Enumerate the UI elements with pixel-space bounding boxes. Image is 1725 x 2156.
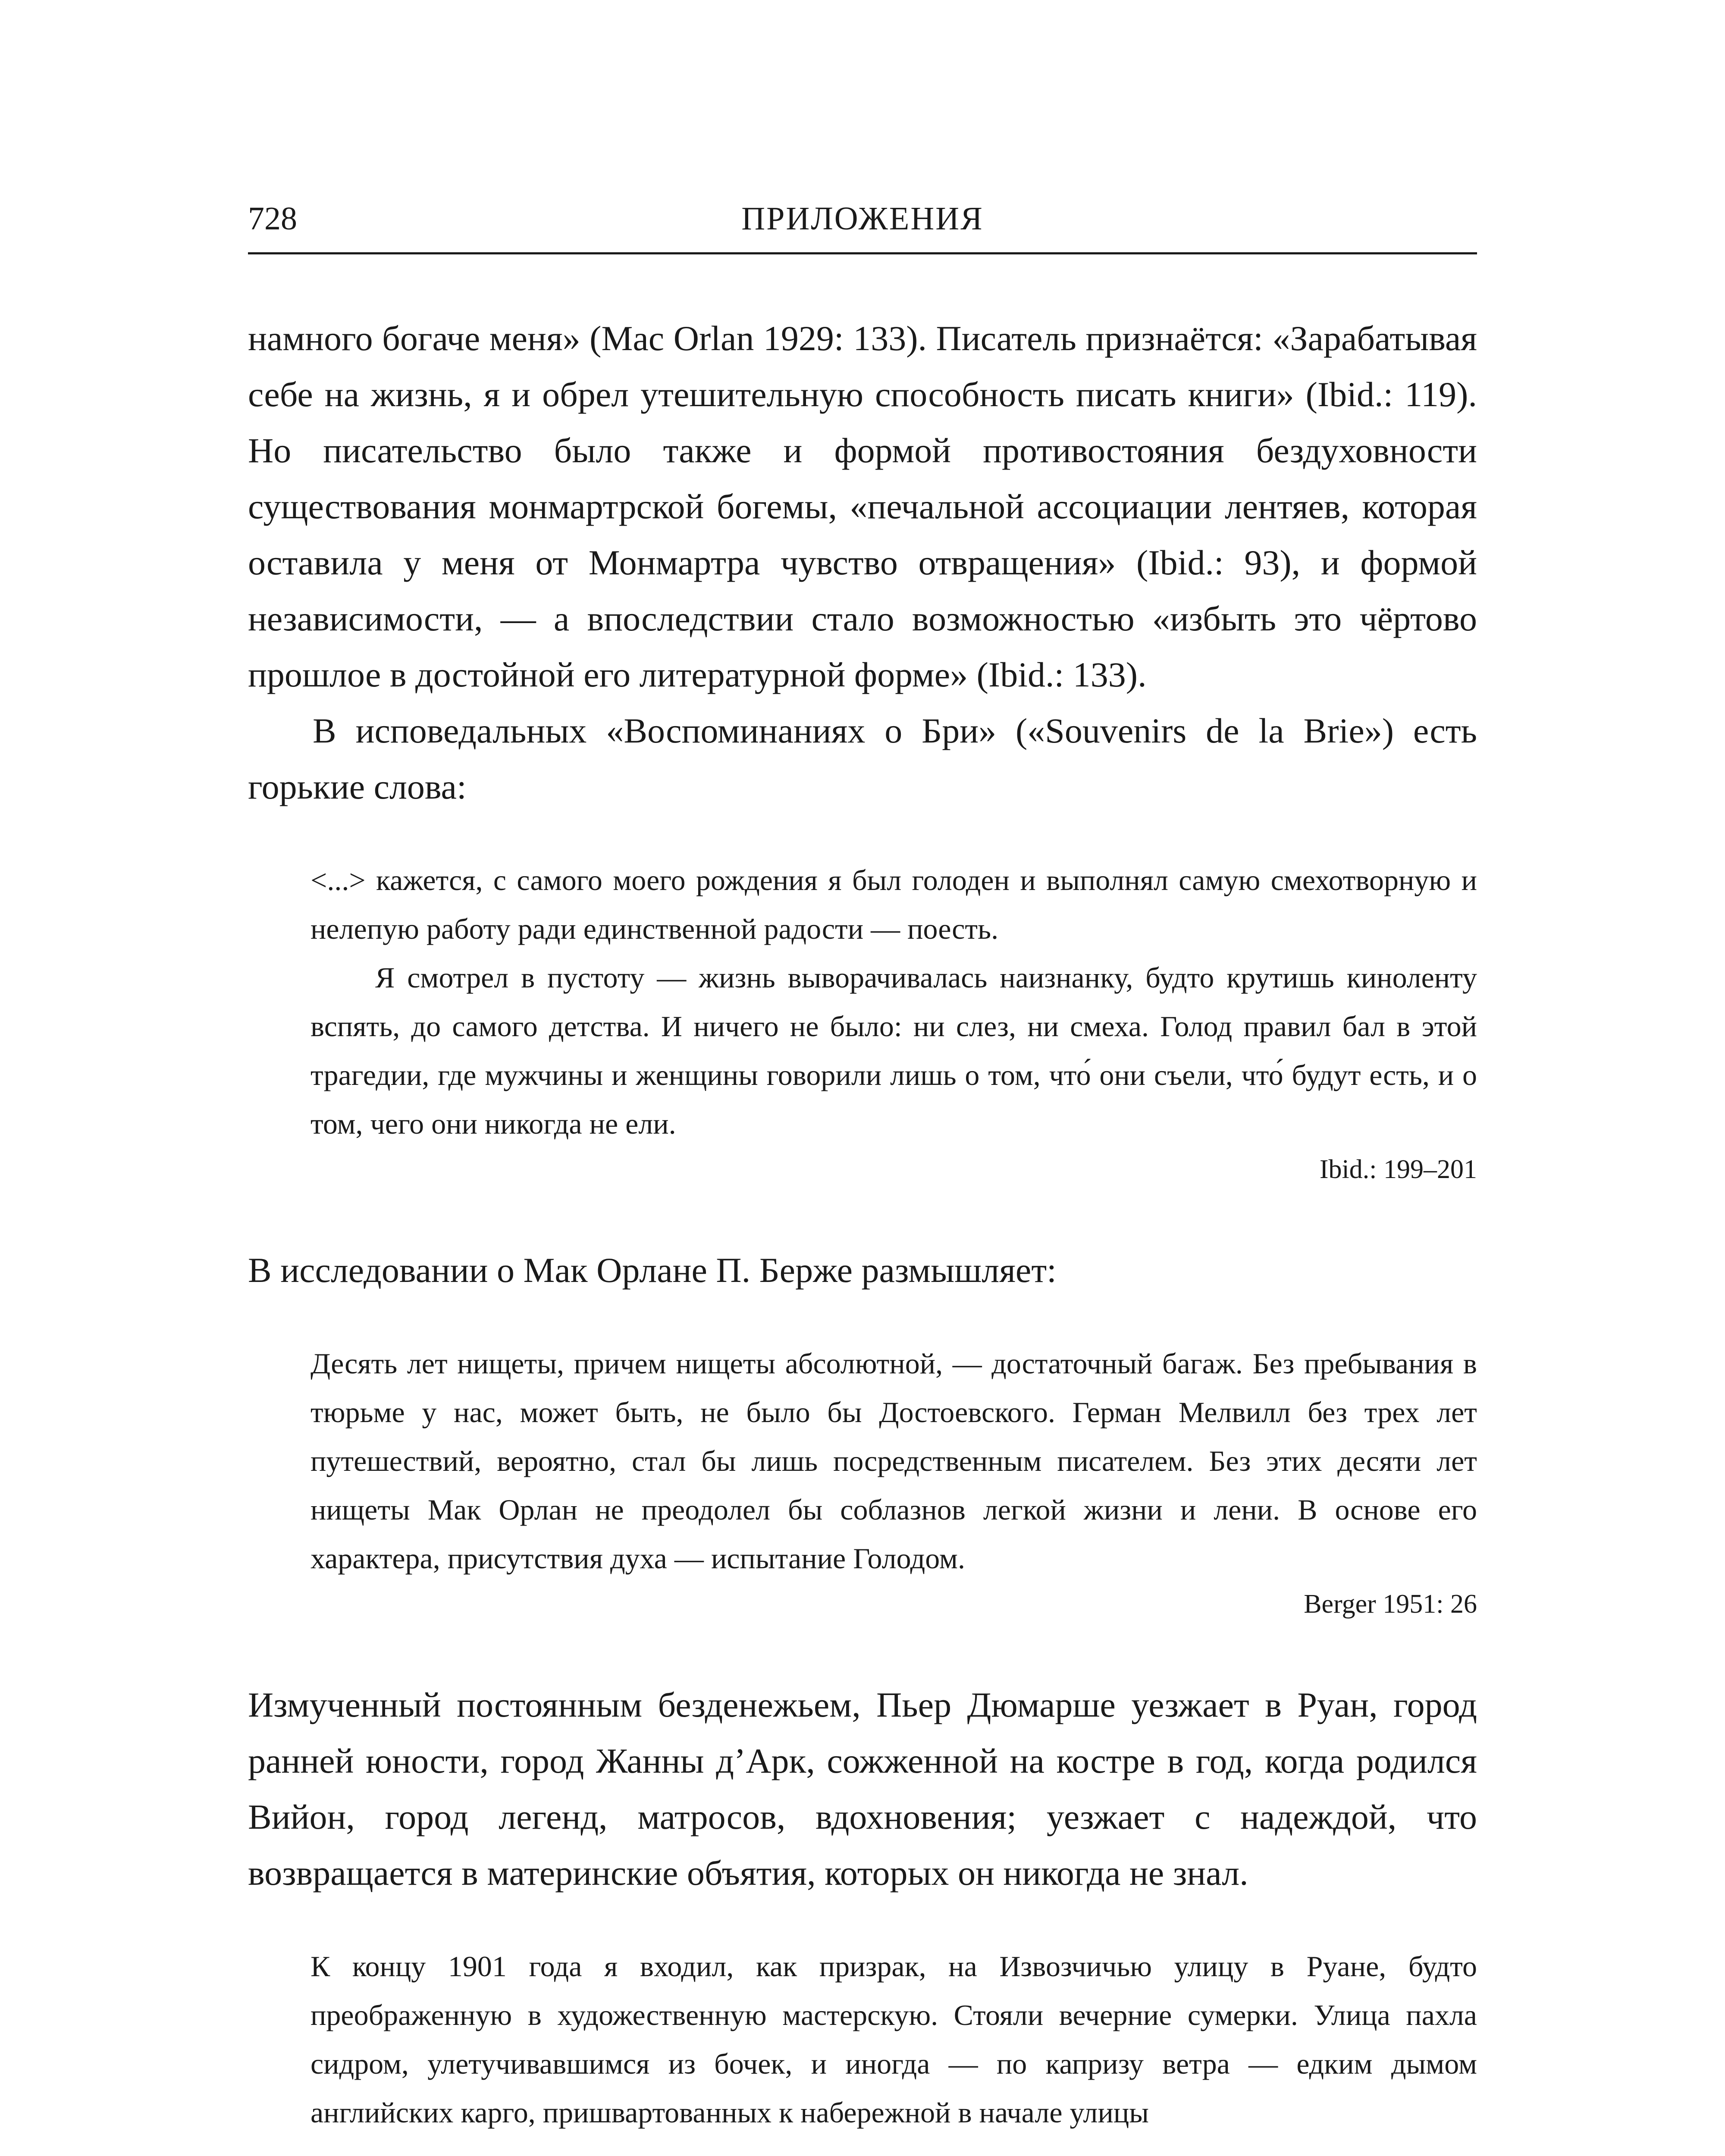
block-quote-1-para-2: Я смотрел в пустоту — жизнь выворачивалась наизнанку, будто крутишь киноленту вспять, до самого детства. И ничего не было: ни слез, ни смеха. Голод правил бал в этой трагедии, где мужчины и женщины говорили лишь о том, что́ они съели, что́ будут есть, и о том, чего они никогда не ели. [310, 961, 1477, 1140]
spacer [248, 1625, 1477, 1677]
spacer [248, 1191, 1477, 1242]
running-head [248, 199, 1477, 247]
running-title: ПРИЛОЖЕНИЯ [741, 201, 984, 237]
block-quote-2-source: Berger 1951: 26 [1304, 1589, 1477, 1619]
spacer [248, 1298, 1477, 1339]
page-content [248, 310, 1477, 2137]
block-quote-3 [310, 1942, 1477, 2137]
block-quote-1 [310, 856, 1477, 1191]
block-quote-2 [310, 1339, 1477, 1625]
paragraph-1: намного богаче меня» (Mac Orlan 1929: 133). Писатель признаётся: «Зарабатывая себе на жизнь, я и обрел утешительную способность писать книги» (Ibid.: 119). Но писательство было также и формой противостояния бездуховности существования монмартрской богемы, «печальной ассоциации лентяев, которая оставила у меня от Монмартра чувство отвращения» (Ibid.: 93), и формой независимости, — а впоследствии стало возможностью «избыть это чёртово прошлое в достойной его литературной форме» (Ibid.: 133). [248, 319, 1477, 694]
spacer [248, 815, 1477, 856]
header-rule [248, 252, 1477, 254]
block-quote-3-para-1: К концу 1901 года я входил, как призрак, на Извозчичью улицу в Руане, будто преображенную в художественную мастерскую. Стояли вечерние сумерки. Улица пахла сидром, улетучивавшимся из бочек, и иногда — по капризу ветра — едким дымом английских карго, пришвартованных к набережной в начале улицы [310, 1950, 1477, 2129]
spacer [248, 1901, 1477, 1942]
paragraph-4: Измученный постоянным безденежьем, Пьер Дюмарше уезжает в Руан, город ранней юности, город Жанны д’Арк, сожженной на костре в год, когда родился Вийон, город легенд, матросов, вдохновения; уезжает с надеждой, что возвращается в материнские объятия, которых он никогда не знал. [248, 1685, 1477, 1893]
block-quote-2-para-1: Десять лет нищеты, причем нищеты абсолютной, — достаточный багаж. Без пребывания в тюрьме у нас, может быть, не было бы Достоевского. Герман Мелвилл без трех лет путешествий, вероятно, стал бы лишь посредственным писателем. Без этих десяти лет нищеты Мак Орлан не преодолел бы соблазнов легкой жизни и лени. В основе его характера, присутствия духа — испытание Голодом. [310, 1347, 1477, 1575]
page-number: 728 [248, 201, 297, 237]
paragraph-2: В исповедальных «Воспоминаниях о Бри» («Souvenirs de la Brie») есть горькие слова: [248, 711, 1477, 806]
block-quote-1-para-1: <...> кажется, с самого моего рождения я был голоден и выполнял самую смехотворную и нелепую работу ради единственной радости — поесть. [310, 864, 1477, 945]
block-quote-1-source: Ibid.: 199–201 [1319, 1155, 1477, 1184]
book-page [248, 0, 1477, 2156]
paragraph-3: В исследовании о Мак Орлане П. Берже размышляет: [248, 1250, 1057, 1290]
